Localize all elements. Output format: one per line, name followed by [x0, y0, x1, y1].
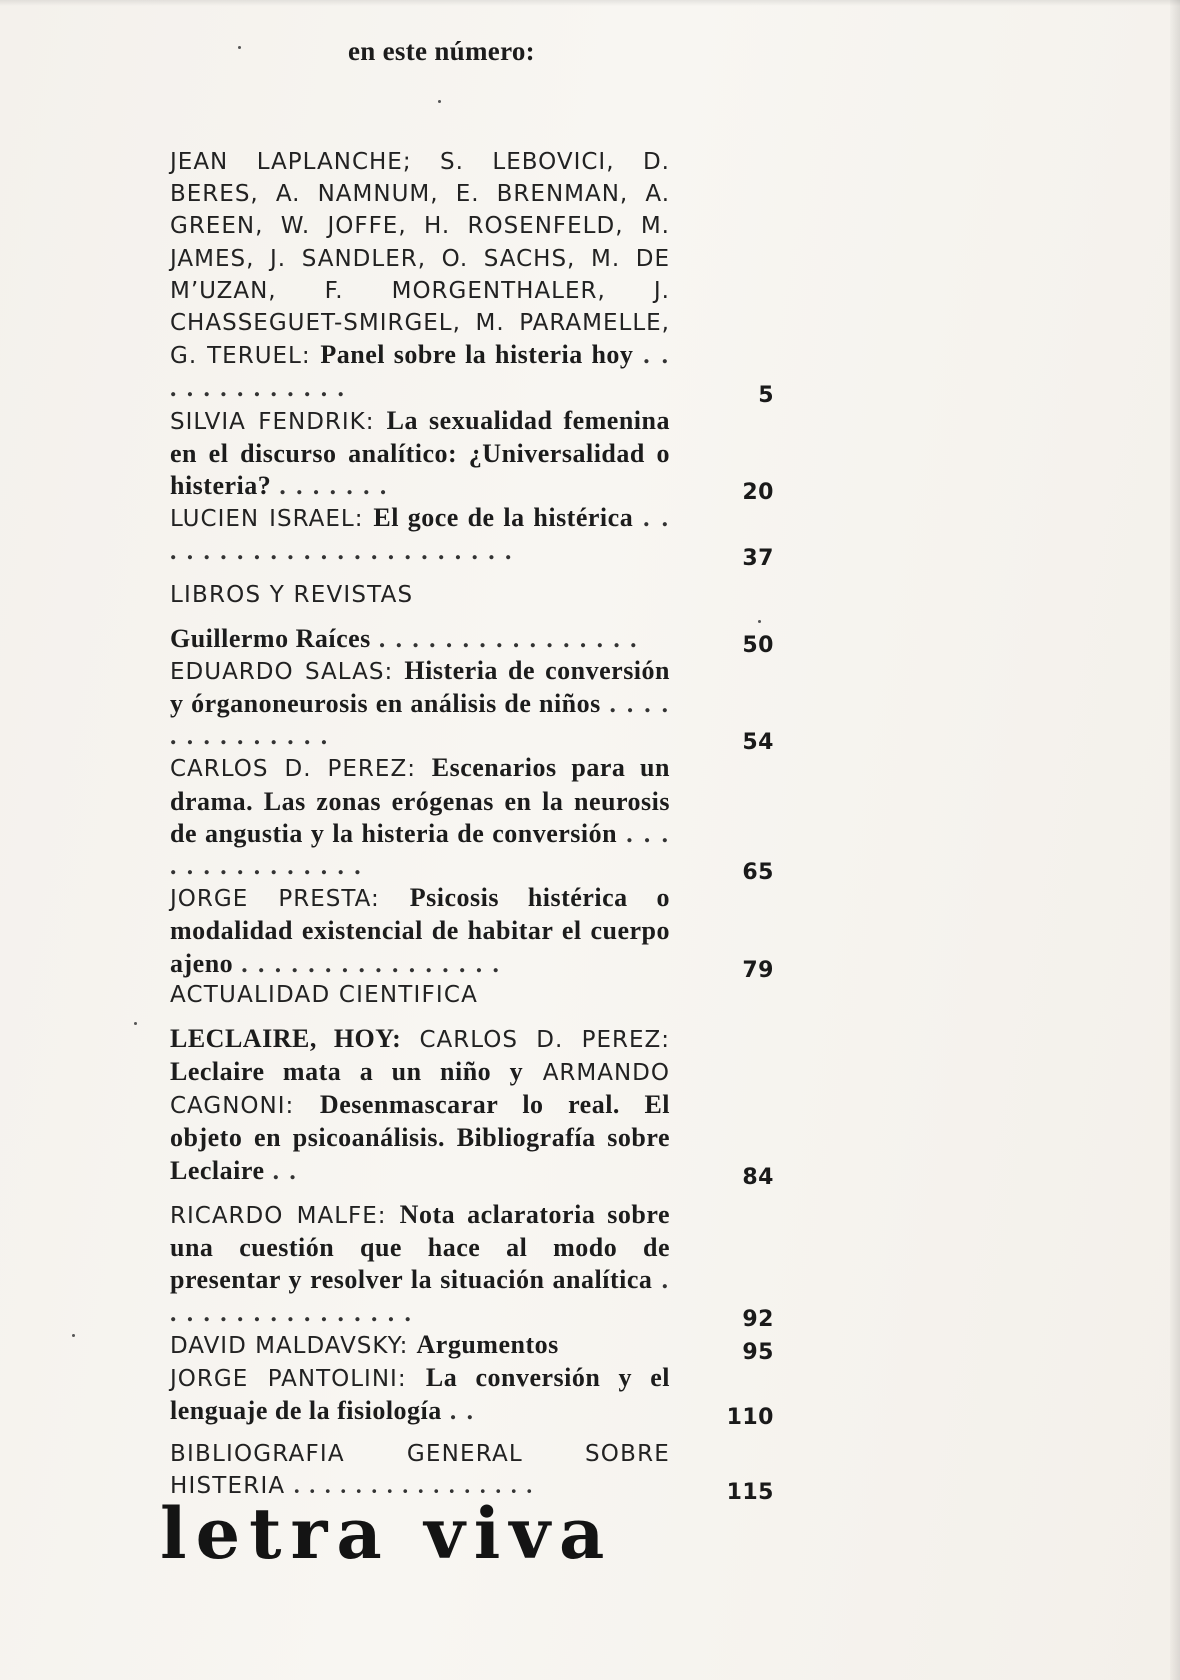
leader-dots: . . . . . . . . . . . . . . . . [378, 623, 639, 653]
entry-author: JORGE PRESTA: [170, 886, 380, 913]
toc-entry [170, 405, 782, 506]
section-heading [170, 980, 782, 1011]
section-title: ACTUALIDAD CIENTIFICA [170, 981, 479, 1008]
section-title: LIBROS Y REVISTAS [170, 581, 414, 608]
toc-entry [170, 502, 782, 571]
entry-title: La sexualidad femenina en el discurso analítico: ¿Universalidad o histeria? [170, 405, 670, 501]
magazine-logo: letra viva [160, 1492, 614, 1575]
page-number: 65 [742, 860, 774, 886]
leader-dots: . . [449, 1396, 476, 1426]
toc-entry [170, 882, 782, 983]
entry-author: JEAN LAPLANCHE; S. LEBOVICI, D. BERES, A. NAMNUM, E. BRENMAN, A. GREEN, W. JOFFE, H. ROSENFELD, M. JAMES, J. SANDLER, O. SACHS, M. DE M’UZAN, F. MORGENTHALER, J. CHASSEGUET-SMIRGEL, M. PARAMELLE, G. TERUEL: [170, 149, 670, 370]
page-number: 84 [742, 1164, 774, 1190]
entry-title: Histeria de conversión y órganoneurosis en análisis de niños [170, 655, 670, 719]
leader-dots: . . [272, 1155, 298, 1185]
page-number: 79 [742, 957, 774, 983]
toc-entry [170, 1199, 782, 1332]
toc-entry [170, 623, 782, 658]
page-number: 95 [742, 1339, 774, 1365]
paper-speck [134, 1022, 137, 1025]
toc-entry [170, 752, 782, 886]
entry-lead: LECLAIRE, HOY: [170, 1023, 402, 1053]
toc-entry [170, 1023, 782, 1190]
entry-title: Guillermo Raíces [170, 623, 371, 653]
section-title: BIBLIOGRAFIA GENERAL SOBRE HISTERIA [170, 1441, 670, 1500]
toc-entry [170, 1329, 782, 1365]
page-number: 110 [726, 1405, 774, 1431]
leader-dots: . . . . . . . . . . . . . . . [170, 818, 670, 881]
paper-right-edge [1170, 0, 1180, 1680]
entry-author: LUCIEN ISRAEL: [170, 506, 364, 533]
paper-speck [72, 1334, 75, 1337]
entry-title: Argumentos [416, 1329, 559, 1359]
leader-dots: . . . . . . . . . . . . . . . . [241, 948, 501, 978]
entry-title: Leclaire mata a un niño y [170, 1057, 524, 1087]
page-number: 92 [742, 1306, 774, 1332]
toc-entry [170, 655, 782, 756]
table-of-contents [170, 146, 782, 1506]
paper-speck [238, 46, 241, 49]
page-number: 5 [758, 382, 774, 408]
leader-dots: . . . . . . . . . . . . . . . . . . . . . . . [170, 503, 671, 566]
entry-title: Psicosis histérica o modalidad existencial de habitar el cuerpo ajeno [170, 883, 670, 978]
page-number: 54 [742, 730, 774, 756]
toc-entry [170, 146, 782, 408]
entry-title: Escenarios para un drama. Las zonas erógenas en la neurosis de angustia y la histeria de conversión [170, 753, 670, 848]
entry-author: JORGE PANTOLINI: [170, 1365, 407, 1392]
entry-author: RICARDO MALFE: [170, 1202, 387, 1229]
entry-title: Nota aclaratoria sobre una cuestión que hace al modo de presentar y resolver la situación analítica [170, 1199, 670, 1295]
leader-dots: . . . . . . . . . . . . . . . . [293, 1473, 535, 1499]
entry-author: CARLOS D. PEREZ: [419, 1026, 671, 1053]
entry-title: El goce de la histérica [373, 503, 634, 533]
entry-title: La conversión y el lenguaje de la fisiología [170, 1362, 670, 1426]
section-heading [170, 580, 782, 611]
page-number: 115 [726, 1480, 774, 1506]
page-number: 50 [742, 632, 774, 658]
paper-top-edge [0, 0, 1180, 6]
leader-dots: . . . . . . . . . . . . . . . . [170, 1265, 671, 1327]
page-number: 20 [742, 480, 774, 506]
entry-author: SILVIA FENDRIK: [170, 408, 375, 435]
entry-author: EDUARDO SALAS: [170, 658, 394, 685]
entry-author: CARLOS D. PEREZ: [170, 756, 416, 783]
paper-speck [438, 100, 441, 103]
page-heading: en este número: [348, 36, 535, 66]
page-number: 37 [742, 545, 774, 571]
entry-title: Panel sobre la histeria hoy [320, 340, 634, 370]
leader-dots: . . . . . . . . . . . . . . [170, 689, 671, 751]
leader-dots: . . . . . . . . . . . . . [170, 340, 671, 403]
entry-title: Desenmascarar lo real. El objeto en psicoanálisis. Bibliografía sobre Leclaire [170, 1090, 671, 1185]
toc-entry [170, 1362, 782, 1431]
leader-dots: . . . . . . . [279, 471, 389, 501]
entry-author: DAVID MALDAVSKY: [170, 1332, 409, 1359]
entry-author: ARMANDO CAGNONI: [170, 1060, 670, 1120]
